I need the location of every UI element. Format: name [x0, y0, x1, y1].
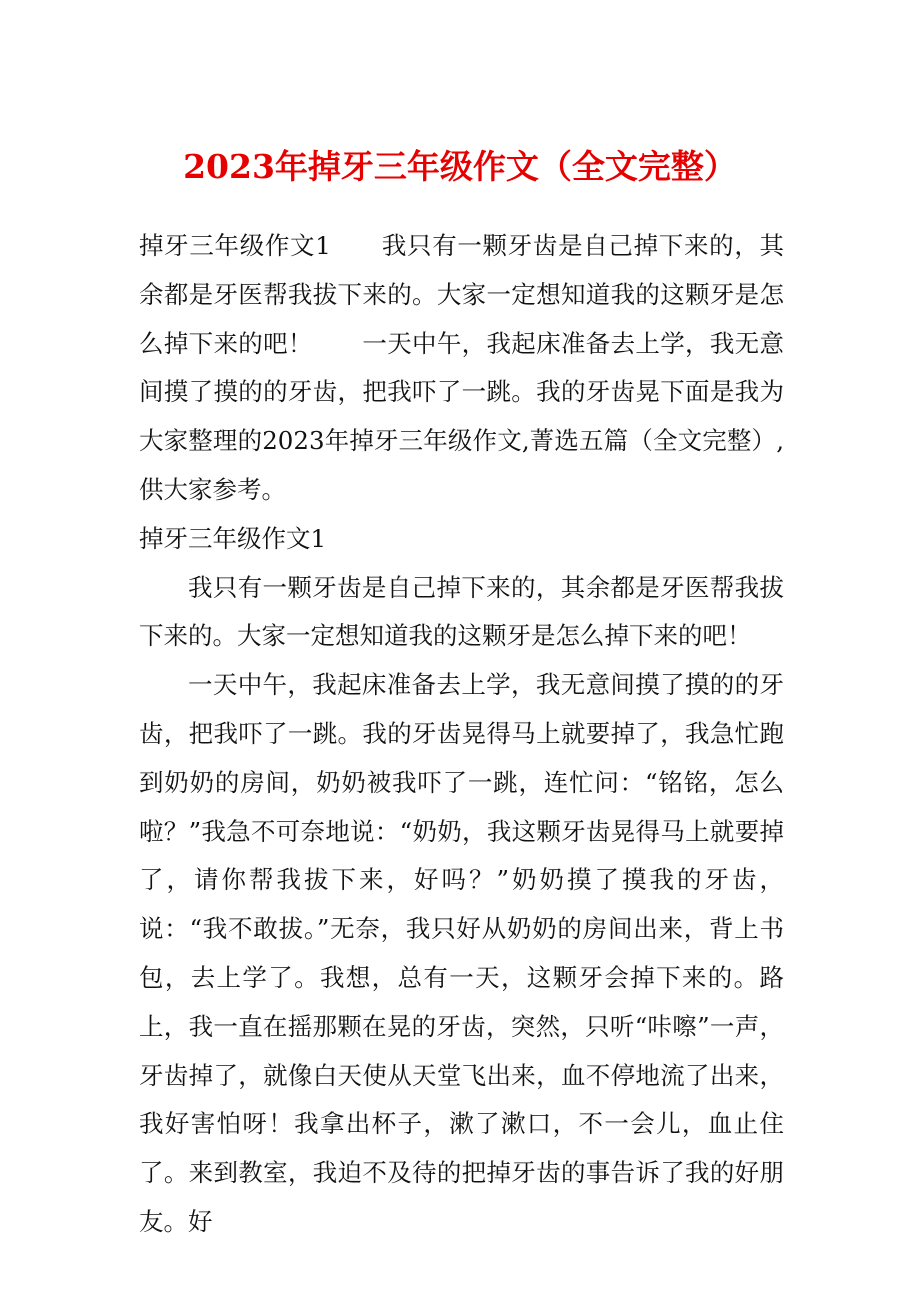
- body-paragraph-2: 一天中午，我起床准备去上学，我无意间摸了摸的的牙齿，把我吓了一跳。我的牙齿晃得马上就要掉了，我急忙跑到奶奶的房间，奶奶被我吓了一跳，连忙问：“铭铭，怎么啦？”我急不可奈地说：“奶奶，我这颗牙齿晃得马上就要掉了，请你帮我拔下来，好吗？”奶奶摸了摸我的牙齿，说：“我不敢拔。”无奈，我只好从奶奶的房间出来，背上书包，去上学了。我想，总有一天，这颗牙会掉下来的。路上，我一直在摇那颗在晃的牙齿，突然，只听“咔嚓”一声，牙齿掉了，就像白天使从天堂飞出来，血不停地流了出来，我好害怕呀！我拿出杯子，漱了漱口，不一会儿，血止住了。来到教室，我迫不及待的把掉牙齿的事告诉了我的好朋友。好: [139, 670, 784, 1236]
- document-title: 2023年掉牙三年级作文（全文完整）: [183, 147, 737, 186]
- document-body: [139, 222, 784, 1247]
- section-heading: 掉牙三年级作文1: [139, 523, 327, 553]
- body-paragraph-1: 我只有一颗牙齿是自己掉下来的，其余都是牙医帮我拔下来的。大家一定想知道我的这颗牙是怎么掉下来的吧！: [139, 572, 784, 651]
- summary-paragraph: 掉牙三年级作文1 我只有一颗牙齿是自己掉下来的，其余都是牙医帮我拔下来的。大家一定想知道我的这颗牙是怎么掉下来的吧！ 一天中午，我起床准备去上学，我无意间摸了摸的的牙齿，把我吓了一跳。我的牙齿晃下面是我为大家整理的2023年掉牙三年级作文,菁选五篇（全文完整）,供大家参考。: [139, 231, 784, 504]
